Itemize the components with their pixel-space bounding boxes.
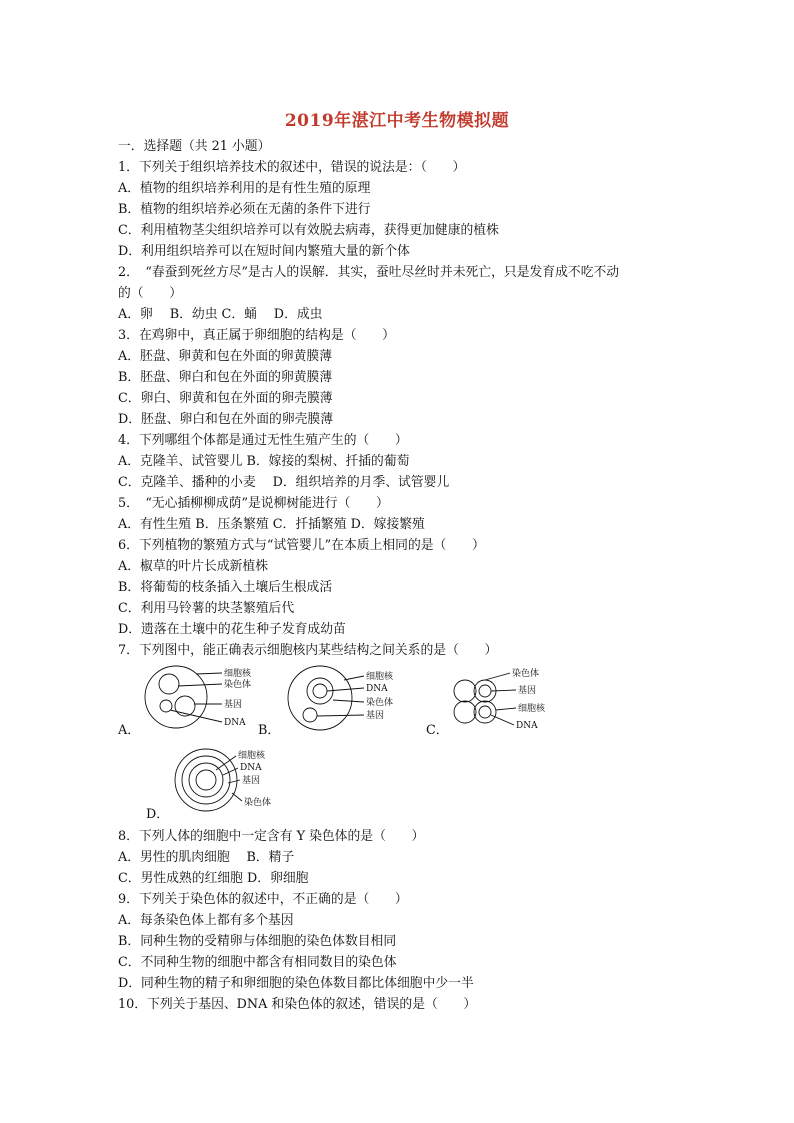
question-2: 2． “春蚕到死丝方尽”是古人的误解．其实，蚕吐尽丝时并未死亡，只是发育成不吃不动 xyxy=(118,265,620,280)
diagram-c-inner-circle-top xyxy=(479,685,491,697)
diagram-c-circle-bottom-right xyxy=(474,701,496,723)
diagram-d-circle-4 xyxy=(196,770,216,790)
question-8: 8．下列人体的细胞中一定含有 Y 染色体的是（ ） xyxy=(118,829,425,844)
page-title: 2019年湛江中考生物模拟题 xyxy=(284,111,510,131)
diagram-a-label-3: 基因 xyxy=(224,700,243,710)
section-heading: 一．选择题（共 21 小题） xyxy=(118,139,271,154)
question-3: 3．在鸡卵中，真正属于卵细胞的结构是（ ） xyxy=(118,328,395,343)
diagram-b-label-4: 基因 xyxy=(366,711,385,721)
diagram-b-circle-3 xyxy=(303,708,317,722)
q9-option-a: A．每条染色体上都有多个基因 xyxy=(118,913,294,928)
question-7: 7．下列图中，能正确表示细胞核内某些结构之间关系的是（ ） xyxy=(118,643,498,658)
q3-option-d: D．胚盘、卵白和包在外面的卵壳膜薄 xyxy=(118,412,334,427)
question-4: 4．下列哪组个体都是通过无性生殖产生的（ ） xyxy=(118,433,408,448)
diagram-b-label-1: 细胞核 xyxy=(366,672,394,682)
q4-options-cd: C．克隆羊、播种的小麦 D．组织培养的月季、试管婴儿 xyxy=(118,475,450,490)
q1-option-a: A．植物的组织培养利用的是有性生殖的原理 xyxy=(118,181,371,196)
diagram-a-outer-circle xyxy=(145,666,207,728)
q9-option-b: B．同种生物的受精卵与体细胞的染色体数目相同 xyxy=(118,934,397,949)
q1-option-d: D．利用组织培养可以在短时间内繁殖大量的新个体 xyxy=(118,244,410,259)
q6-option-c: C．利用马铃薯的块茎繁殖后代 xyxy=(118,601,295,616)
q7-diagram-d xyxy=(170,748,290,818)
q6-option-d: D．遗落在土壤中的花生种子发育成幼苗 xyxy=(118,622,346,637)
q7-option-a-label: A． xyxy=(118,723,141,738)
q6-option-b: B．将葡萄的枝条插入土壤后生根成活 xyxy=(118,580,333,595)
q7-option-d-label: D． xyxy=(146,807,170,822)
q2-options: A．卵 B．幼虫 C．蛹 D．成虫 xyxy=(118,307,323,322)
diagram-a-circle-1 xyxy=(159,674,179,694)
diagram-c-label-3: 细胞核 xyxy=(518,704,546,714)
diagram-d-label-4: 染色体 xyxy=(244,798,272,808)
q8-options-cd: C．男性成熟的红细胞 D．卵细胞 xyxy=(118,871,309,886)
diagram-c-label-1: 染色体 xyxy=(512,669,540,679)
diagram-d-circle-3 xyxy=(189,763,223,797)
diagram-d-label-2: DNA xyxy=(240,763,262,773)
diagram-c-label-2: 基因 xyxy=(518,686,537,696)
diagram-a-label-2: 染色体 xyxy=(224,680,252,690)
diagram-d-label-3: 基因 xyxy=(242,776,261,786)
diagram-a-label-1: 细胞核 xyxy=(224,669,252,679)
question-5: 5． “无心插柳柳成荫”是说柳树能进行（ ） xyxy=(118,496,389,511)
question-6: 6．下列植物的繁殖方式与“试管婴儿”在本质上相同的是（ ） xyxy=(118,538,485,553)
question-1: 1．下列关于组织培养技术的叙述中，错误的说法是：（ ） xyxy=(118,160,466,175)
q1-option-b: B．植物的组织培养必须在无菌的条件下进行 xyxy=(118,202,371,217)
q7-diagram-c xyxy=(450,664,570,734)
diagram-d-label-1: 细胞核 xyxy=(238,751,266,761)
diagram-c-inner-circle-bottom xyxy=(479,706,491,718)
diagram-c-label-4: DNA xyxy=(516,721,538,731)
diagram-c-circle-bottom-left xyxy=(454,701,476,723)
question-9: 9．下列关于染色体的叙述中，不正确的是（ ） xyxy=(118,892,408,907)
q6-option-a: A．椒草的叶片长成新植株 xyxy=(118,559,269,574)
q5-options: A．有性生殖 B．压条繁殖 C．扦插繁殖 D．嫁接繁殖 xyxy=(118,517,425,532)
q1-option-c: C．利用植物茎尖组织培养可以有效脱去病毒，获得更加健康的植株 xyxy=(118,223,499,238)
q7-diagram-b xyxy=(286,664,416,734)
q8-options-ab: A．男性的肌肉细胞 B．精子 xyxy=(118,850,295,865)
diagram-b-label-3: 染色体 xyxy=(366,698,394,708)
diagram-d-circle-1 xyxy=(175,749,237,811)
q7-option-c-label: C． xyxy=(426,723,449,738)
q7-option-b-label: B． xyxy=(258,723,281,738)
diagram-a-label-4: DNA xyxy=(224,718,246,728)
q7-diagram-a xyxy=(138,664,258,734)
question-10: 10．下列关于基因、DNA 和染色体的叙述，错误的是（ ） xyxy=(118,997,477,1012)
diagram-b-label-2: DNA xyxy=(366,684,388,694)
q4-options-ab: A．克隆羊、试管婴儿 B．嫁接的梨树、扦插的葡萄 xyxy=(118,454,410,469)
diagram-c-circle-top-left xyxy=(454,680,476,702)
q9-option-d: D．同种生物的精子和卵细胞的染色体数目都比体细胞中少一半 xyxy=(118,976,474,991)
diagram-b-circle-2 xyxy=(313,684,327,698)
q3-option-b: B．胚盘、卵白和包在外面的卵黄膜薄 xyxy=(118,370,333,385)
q9-option-c: C．不同种生物的细胞中都含有相同数目的染色体 xyxy=(118,955,397,970)
question-2-cont: 的（ ） xyxy=(118,286,182,301)
q3-option-c: C．卵白、卵黄和包在外面的卵壳膜薄 xyxy=(118,391,333,406)
q3-option-a: A．胚盘、卵黄和包在外面的卵黄膜薄 xyxy=(118,349,332,364)
